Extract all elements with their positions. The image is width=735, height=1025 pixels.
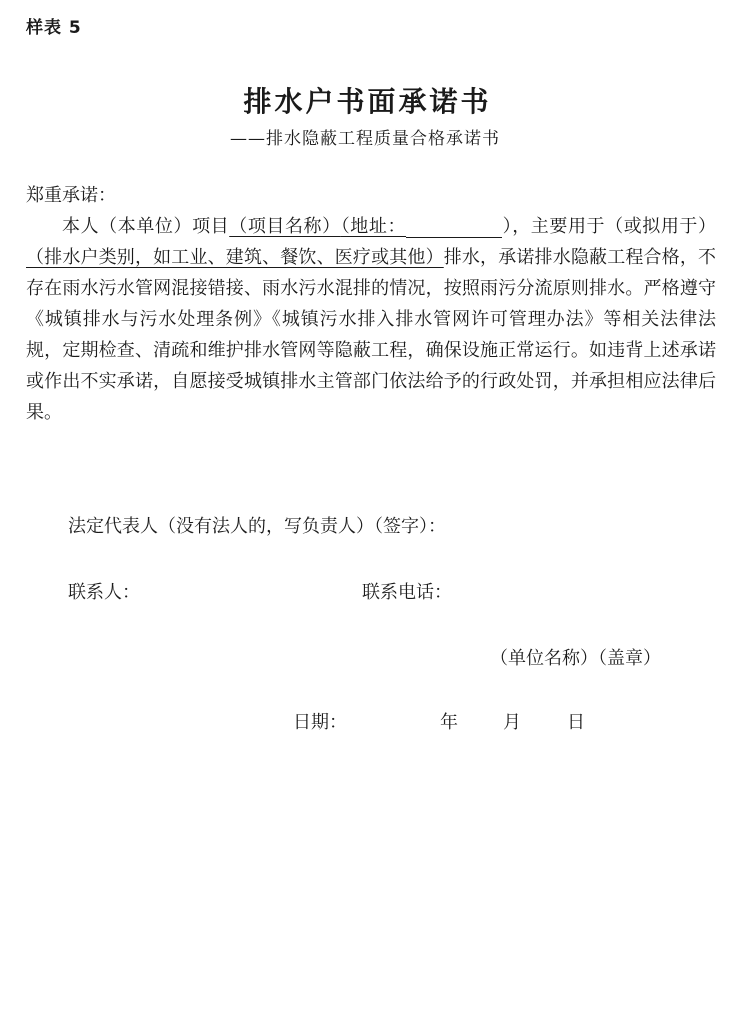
commitment-body xyxy=(26,180,716,428)
date-day: 日 xyxy=(567,712,585,733)
body-segment-3: 排水，承诺排水隐蔽工程合格，不存在雨水污水管网混接错接、雨水污水混排的情况，按照雨污分流原则排水。严格遵守《城镇排水与污水处理条例》《城镇污水排入排水管网许可管理办法》等相关法律法规，定期检查、清疏和维护排水管网等隐蔽工程，确保设施正常运行。如违背上述承诺或作出不实承诺，自愿接受城镇排水主管部门依法给予的行政处罚，并承担相应法律后果。 xyxy=(26,247,717,423)
body-segment-1: 本人（本单位）项目 xyxy=(62,216,230,237)
commitment-paragraph xyxy=(26,211,716,428)
address-field-label: （地址： xyxy=(340,216,407,237)
address-blank xyxy=(406,219,502,238)
body-segment-2: ），主要用于（或拟用于） xyxy=(502,216,717,237)
date-year: 年 xyxy=(440,712,458,733)
sample-label: 样表 5 xyxy=(26,18,82,38)
salutation: 郑重承诺： xyxy=(26,185,116,206)
project-name-field: （项目名称） xyxy=(229,216,341,237)
discharge-type-field: （排水户类别，如工业、建筑、餐饮、医疗或其他） xyxy=(26,247,444,268)
date-month: 月 xyxy=(503,712,521,733)
contact-person-label: 联系人： xyxy=(68,582,140,603)
legal-representative-signature: 法定代表人（没有法人的，写负责人）（签字）： xyxy=(68,516,446,537)
date-label: 日期： xyxy=(293,712,347,733)
document-title: 排水户书面承诺书 xyxy=(243,85,492,118)
contact-phone-label: 联系电话： xyxy=(362,582,452,603)
unit-seal-label: （单位名称）（盖章） xyxy=(490,648,661,669)
document-subtitle: ——排水隐蔽工程质量合格承诺书 xyxy=(230,129,500,149)
